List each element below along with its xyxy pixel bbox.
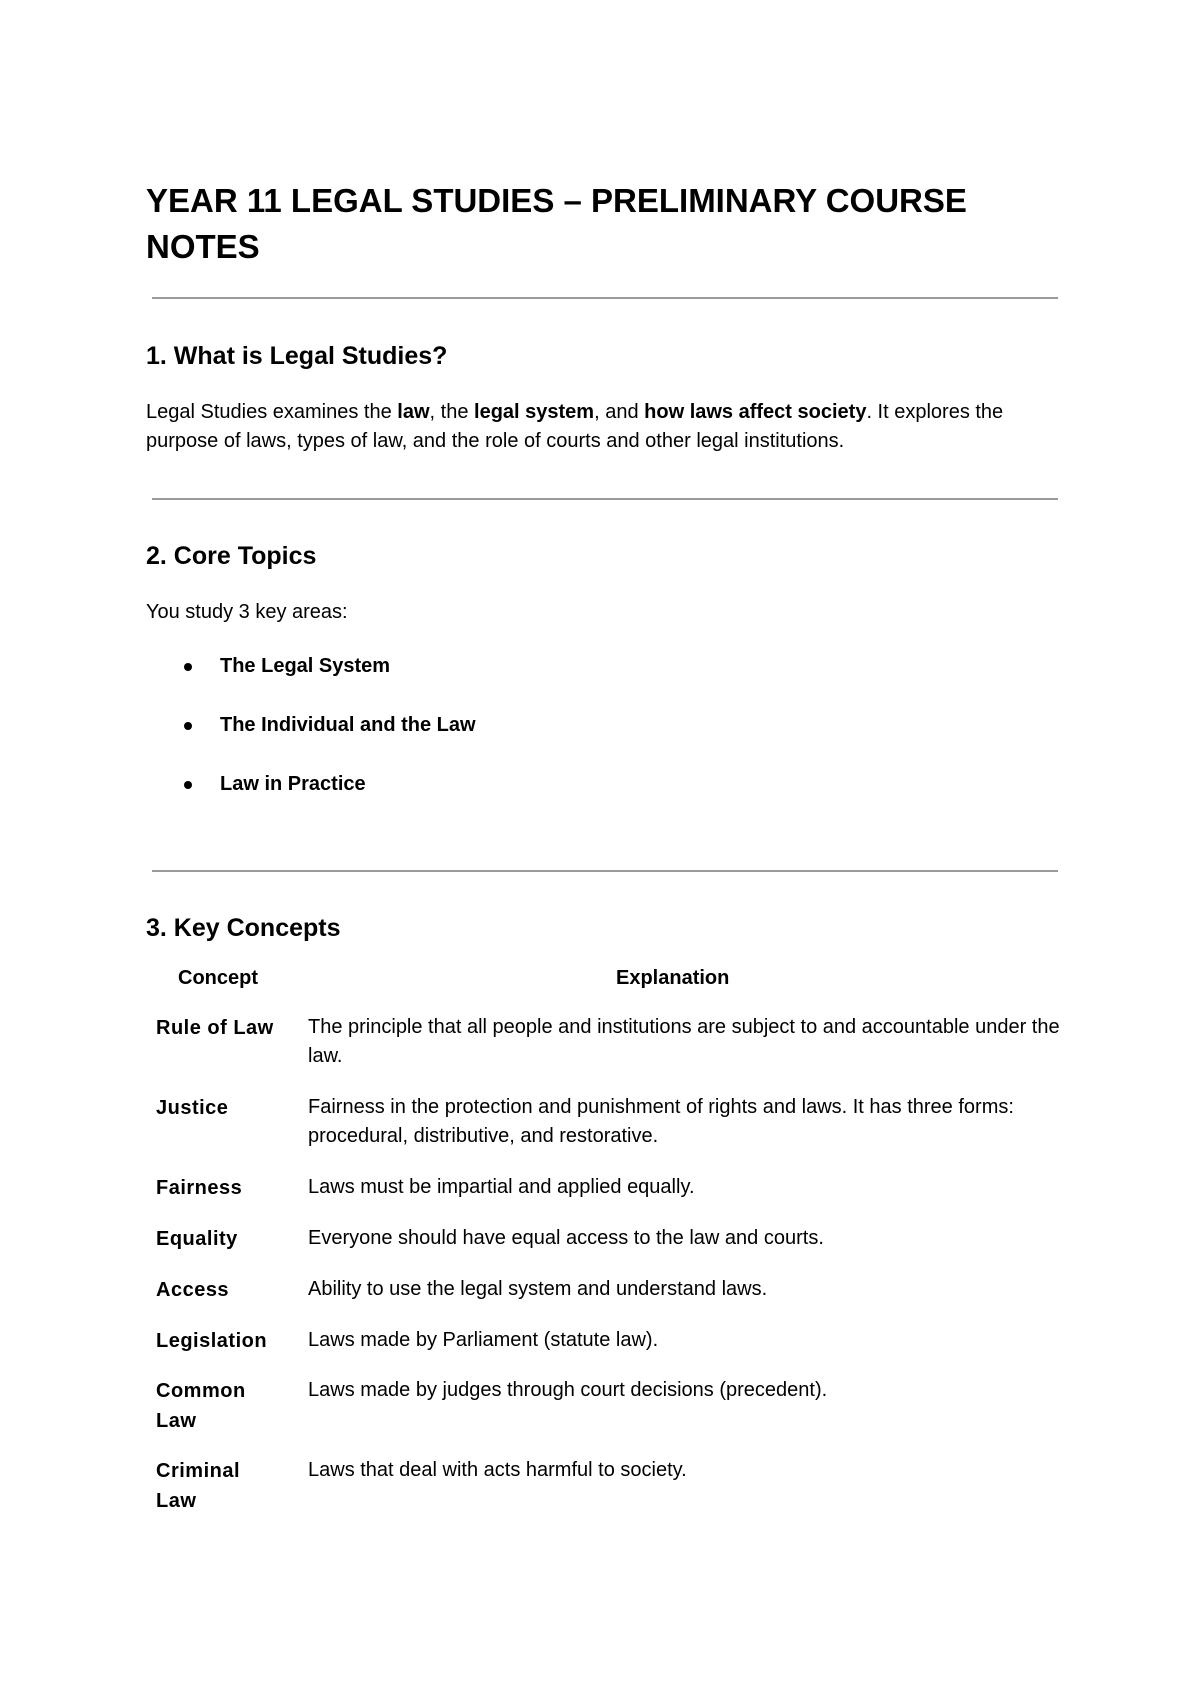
bullet-icon bbox=[184, 781, 192, 789]
list-item bbox=[180, 652, 780, 680]
concept-term: Rule of Law bbox=[156, 1017, 274, 1039]
emphasis-law: law bbox=[397, 401, 430, 423]
list-item bbox=[180, 770, 780, 798]
concept-explanation: Everyone should have equal access to the law and courts. bbox=[308, 1227, 824, 1249]
list-item-label: Law in Practice bbox=[220, 773, 366, 795]
emphasis-how-laws-affect-society: how laws affect society bbox=[644, 401, 867, 423]
concept-explanation: Ability to use the legal system and understand laws. bbox=[308, 1278, 768, 1300]
list-item bbox=[180, 711, 780, 739]
emphasis-legal-system: legal system bbox=[474, 401, 595, 423]
bullet-icon bbox=[184, 663, 192, 671]
concept-explanation: Laws must be impartial and applied equally. bbox=[308, 1176, 695, 1198]
concept-explanation: Fairness in the protection and punishment of rights and laws. It has three forms: procedural, distributive, and restorative. bbox=[308, 1096, 1014, 1147]
concept-term: Common Law bbox=[156, 1380, 246, 1432]
concept-term: Access bbox=[156, 1279, 230, 1301]
text-run: , and bbox=[594, 401, 645, 423]
divider bbox=[152, 498, 1058, 500]
text-run: , the bbox=[429, 401, 475, 423]
concept-explanation: Laws that deal with acts harmful to society. bbox=[308, 1459, 687, 1481]
core-topics-intro: You study 3 key areas: bbox=[146, 601, 348, 623]
concept-term: Fairness bbox=[156, 1177, 243, 1199]
concept-explanation: The principle that all people and institutions are subject to and accountable under the law. bbox=[308, 1016, 1060, 1067]
document-title: YEAR 11 LEGAL STUDIES – PRELIMINARY COURSE NOTES bbox=[146, 182, 967, 265]
concept-term: Justice bbox=[156, 1097, 229, 1119]
list-item-label: The Legal System bbox=[220, 655, 391, 677]
divider bbox=[152, 870, 1058, 872]
bullet-icon bbox=[184, 722, 192, 730]
concept-explanation: Laws made by Parliament (statute law). bbox=[308, 1329, 659, 1351]
text-run: . It explores the purpose of laws, types of law, and the role of courts and other legal institutions. bbox=[146, 401, 1004, 452]
section-heading-what-is-legal-studies: 1. What is Legal Studies? bbox=[146, 342, 448, 370]
table-header-explanation: Explanation bbox=[616, 967, 730, 989]
concept-term: Criminal Law bbox=[156, 1460, 241, 1512]
divider bbox=[152, 297, 1058, 299]
concept-explanation: Laws made by judges through court decisions (precedent). bbox=[308, 1379, 828, 1401]
list-item-label: The Individual and the Law bbox=[220, 714, 476, 736]
section-heading-key-concepts: 3. Key Concepts bbox=[146, 914, 341, 942]
concept-term: Equality bbox=[156, 1228, 238, 1250]
concept-term: Legislation bbox=[156, 1330, 268, 1352]
section-heading-core-topics: 2. Core Topics bbox=[146, 542, 317, 570]
table-header-concept: Concept bbox=[178, 967, 258, 989]
text-run: Legal Studies examines the bbox=[146, 401, 398, 423]
section-intro-paragraph bbox=[146, 398, 1076, 456]
